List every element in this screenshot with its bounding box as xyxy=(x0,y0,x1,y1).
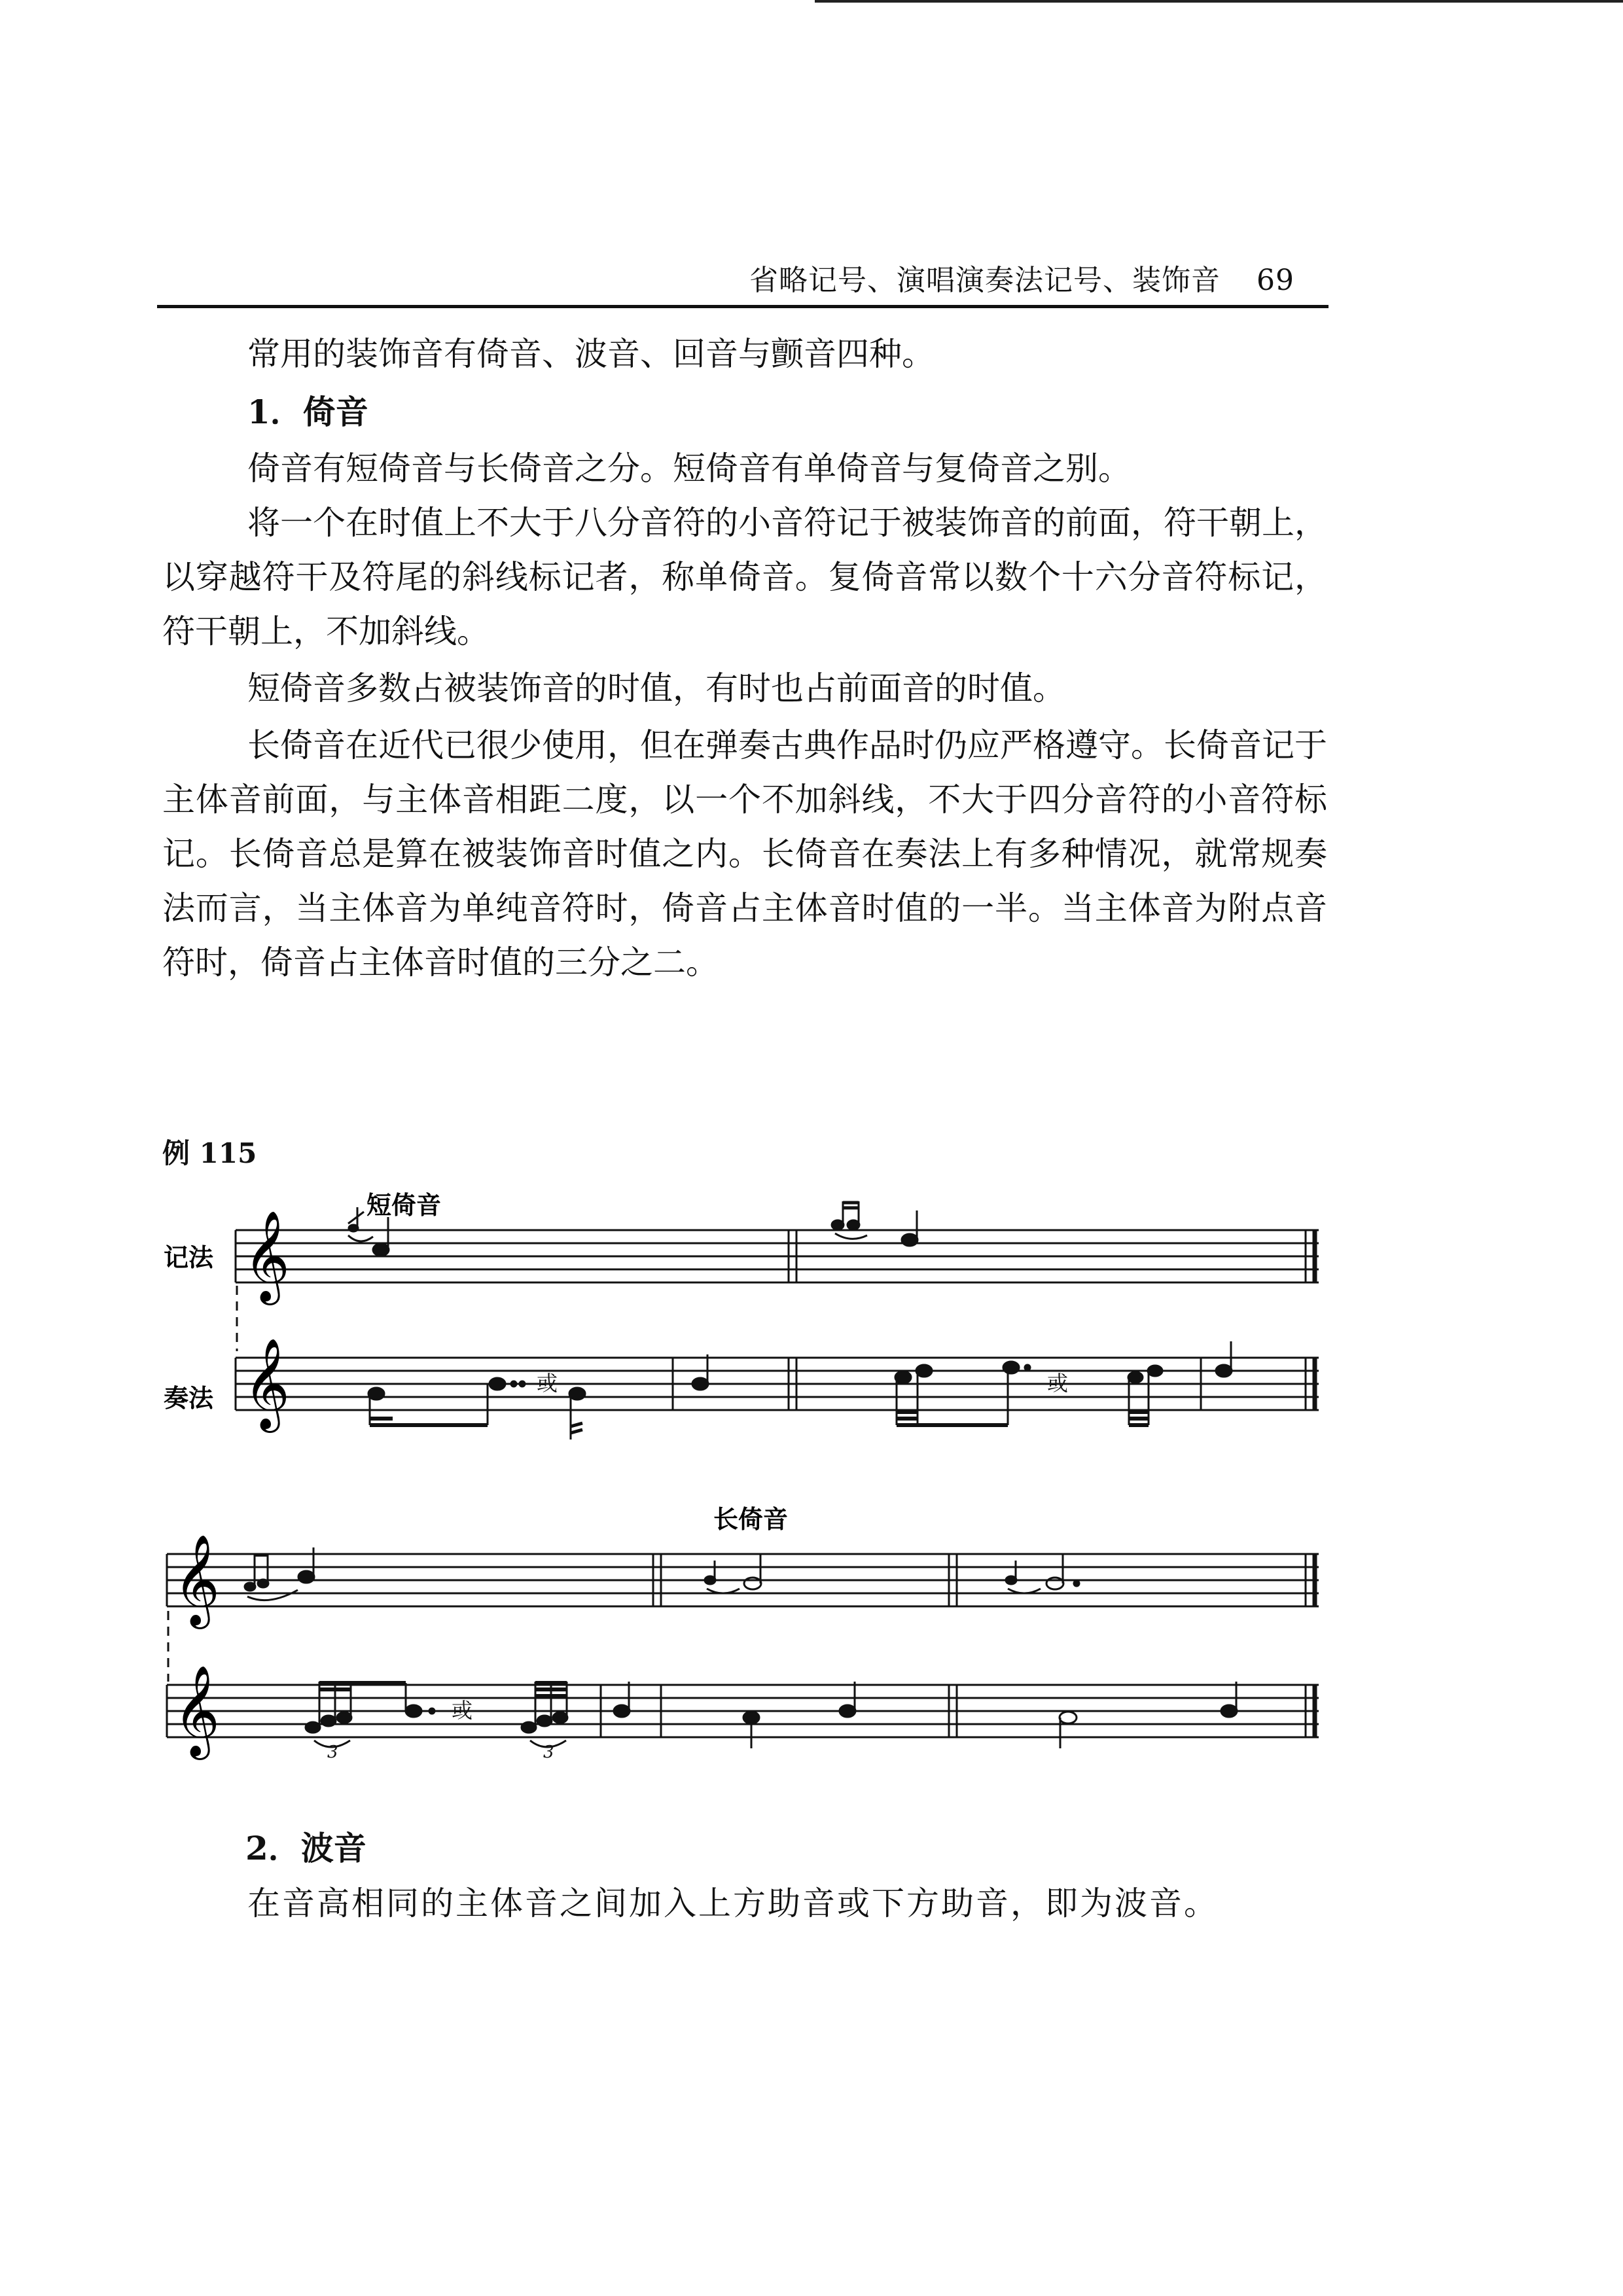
treble-clef-icon: 𝄞 xyxy=(243,1338,290,1429)
title-short-appoggiatura: 短倚音 xyxy=(366,1191,442,1220)
staff-notation-1 xyxy=(236,1230,1319,1282)
paragraph: 倚音有短倚音与长倚音之分。短倚音有单倚音与复倚音之别。 xyxy=(247,450,1131,487)
section2-body xyxy=(162,1877,1327,1931)
intro-paragraph: 常用的装饰音有倚音、波音、回音与颤音四种。 xyxy=(247,335,935,373)
treble-clef-icon: 𝄞 xyxy=(173,1665,220,1756)
or-word: 或 xyxy=(1047,1371,1069,1396)
page-number: 69 xyxy=(1257,264,1294,297)
title-long-appoggiatura: 长倚音 xyxy=(713,1505,789,1534)
row-label-notation: 记法 xyxy=(164,1243,214,1272)
paragraph: 将一个在时值上不大于八分音符的小音符记于被装饰音的前面，符干朝上，以穿越符干及符尾的斜线标记者，称单倚音。复倚音常以数个十六分音符标记，符干朝上，不加斜线。 xyxy=(162,504,1327,650)
section-heading-appoggiatura: 1．倚音 xyxy=(247,393,368,431)
performance-notes-1 xyxy=(368,1341,1232,1439)
example-label: 例 115 xyxy=(162,1137,257,1169)
paragraph: 短倚音多数占被装饰音的时值，有时也占前面音的时值。 xyxy=(247,669,1065,707)
performance-notes-2 xyxy=(306,1682,1237,1762)
triplet-mark: 3 xyxy=(327,1742,338,1762)
staff-performance-2 xyxy=(167,1685,1319,1737)
header-title: 省略记号、演唱演奏法记号、装饰音 xyxy=(749,264,1221,297)
treble-clef-icon: 𝄞 xyxy=(243,1210,290,1301)
triplet-mark: 3 xyxy=(543,1742,554,1762)
section-heading-mordent: 2．波音 xyxy=(245,1829,366,1867)
treble-clef-icon: 𝄞 xyxy=(173,1534,220,1625)
paragraph: 在音高相同的主体音之间加入上方助音或下方助音，即为波音。 xyxy=(247,1884,1219,1922)
staff-notation-2 xyxy=(167,1554,1319,1606)
paragraph: 长倚音在近代已很少使用，但在弹奏古典作品时仍应严格遵守。长倚音记于主体音前面，与主体音相距二度，以一个不加斜线，不大于四分音符的小音符标记。长倚音总是算在被装饰音时值之内。长倚音在奏法上有多种情况，就常规奏法而言，当主体音为单纯音符时，倚音占主体音时值的一半。当主体音为附点音符时，倚音占主体音时值的三分之二。 xyxy=(162,726,1327,981)
or-word: 或 xyxy=(537,1371,558,1396)
row-label-performance: 奏法 xyxy=(164,1384,214,1413)
or-word: 或 xyxy=(452,1698,473,1723)
